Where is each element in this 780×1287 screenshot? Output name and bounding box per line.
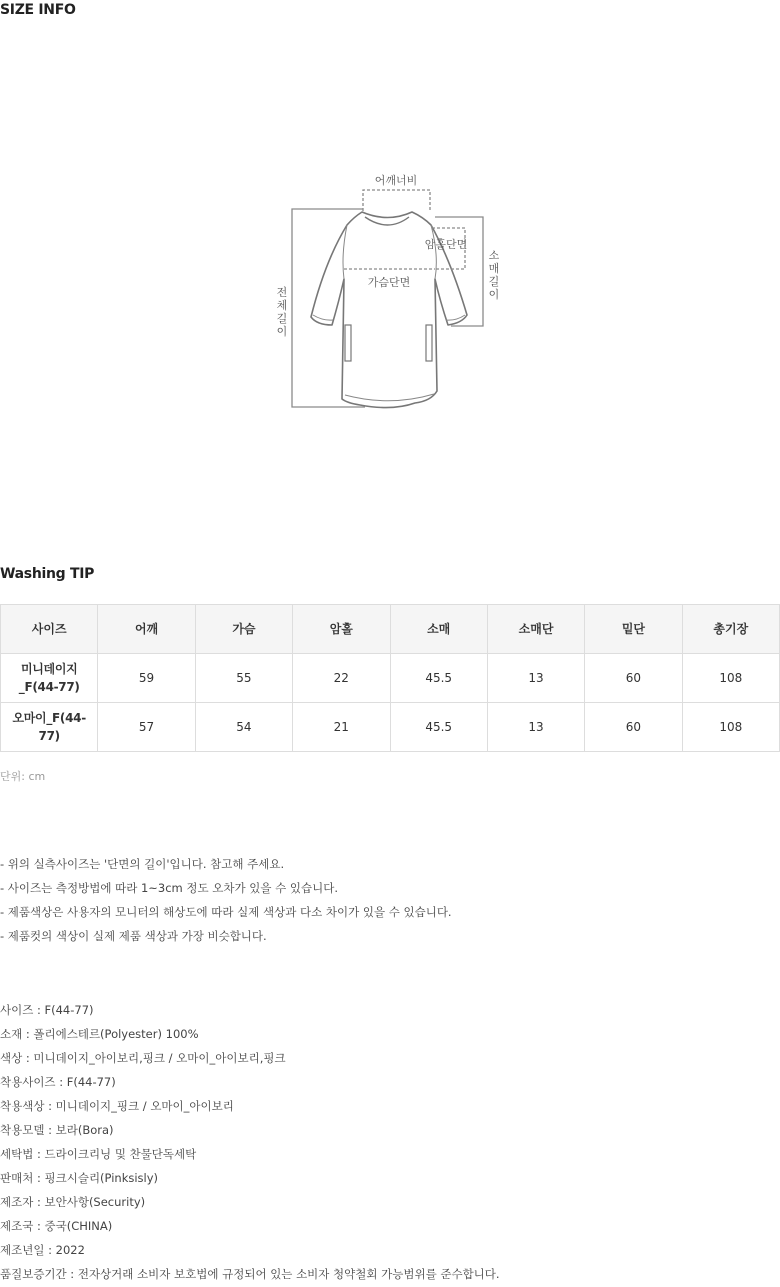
- total-length-label: [277, 285, 288, 338]
- cell-shoulder: 59: [98, 654, 195, 703]
- table-row: [1, 654, 780, 703]
- shoulder-label: 어깨너비: [374, 174, 418, 187]
- note-item: - 제품색상은 사용자의 모니터의 해상도에 따라 실제 색상과 다소 차이가 있을 수 있습니다.: [0, 905, 452, 919]
- cell-sleeve: 45.5: [390, 703, 487, 752]
- spec-item: 제조자 : 보안사항(Security): [0, 1195, 146, 1209]
- chest-label: 가슴단면: [367, 276, 411, 289]
- spec-item: 세탁법 : 드라이크리닝 및 찬물단독세탁: [0, 1147, 197, 1161]
- cell-total-length: 108: [682, 703, 779, 752]
- product-specs: [0, 998, 500, 1286]
- cell-total-length: 108: [682, 654, 779, 703]
- spec-item: 사이즈 : F(44-77): [0, 1003, 94, 1017]
- spec-item: 제조국 : 중국(CHINA): [0, 1219, 113, 1233]
- cell-shoulder: 57: [98, 703, 195, 752]
- header-shoulder: 어깨: [98, 605, 195, 654]
- header-size: 사이즈: [1, 605, 98, 654]
- cell-armhole: 21: [293, 703, 390, 752]
- shoulder-measure-line: [363, 190, 430, 211]
- table-row: [1, 703, 780, 752]
- cell-hem: 60: [585, 654, 682, 703]
- cell-chest: 54: [195, 703, 292, 752]
- garment-size-diagram: [255, 165, 525, 420]
- cell-sleeve: 45.5: [390, 654, 487, 703]
- header-armhole: 암홀: [293, 605, 390, 654]
- spec-item: 착용모델 : 보라(Bora): [0, 1123, 114, 1137]
- table-header-row: [1, 605, 780, 654]
- cell-armhole: 22: [293, 654, 390, 703]
- header-total-length: 총기장: [682, 605, 779, 654]
- header-hem: 밑단: [585, 605, 682, 654]
- sleeve-label: [489, 249, 500, 301]
- cell-sleeve-cuff: 13: [487, 703, 584, 752]
- total-length-label-char: 이: [276, 325, 288, 338]
- total-length-label-char: 전: [276, 286, 288, 299]
- sleeve-label-char: 매: [488, 262, 500, 275]
- header-chest: 가슴: [195, 605, 292, 654]
- size-notes: [0, 852, 452, 948]
- spec-item: 품질보증기간 : 전자상거래 소비자 보호법에 규정되어 있는 소비자 청약철회 가능범위를 준수합니다.: [0, 1267, 500, 1281]
- row-size-name: 미니데이지_F(44-77): [1, 654, 98, 703]
- cell-chest: 55: [195, 654, 292, 703]
- note-item: - 사이즈는 측정방법에 따라 1~3cm 정도 오차가 있을 수 있습니다.: [0, 881, 339, 895]
- note-item: - 위의 실측사이즈는 '단면의 길이'입니다. 참고해 주세요.: [0, 857, 285, 871]
- unit-note: 단위: cm: [0, 770, 46, 783]
- size-table: [0, 604, 780, 752]
- note-item: - 제품컷의 색상이 실제 제품 색상과 가장 비슷합니다.: [0, 929, 267, 943]
- washing-tip-title: Washing TIP: [0, 566, 95, 582]
- spec-item: 제조년일 : 2022: [0, 1243, 85, 1257]
- sleeve-label-char: 길: [488, 275, 500, 288]
- total-length-label-char: 체: [276, 299, 288, 312]
- spec-item: 소재 : 폴리에스테르(Polyester) 100%: [0, 1027, 199, 1041]
- spec-item: 판매처 : 핑크시슬리(Pinksisly): [0, 1171, 159, 1185]
- total-length-label-char: 길: [276, 312, 288, 325]
- spec-item: 착용색상 : 미니데이지_핑크 / 오마이_아이보리: [0, 1099, 234, 1113]
- header-sleeve-cuff: 소매단: [487, 605, 584, 654]
- size-info-title: SIZE INFO: [0, 2, 76, 18]
- spec-item: 착용사이즈 : F(44-77): [0, 1075, 116, 1089]
- cell-sleeve-cuff: 13: [487, 654, 584, 703]
- row-size-name: 오마이_F(44-77): [1, 703, 98, 752]
- armhole-label: 암홀단면: [424, 238, 468, 251]
- header-sleeve: 소매: [390, 605, 487, 654]
- spec-item: 색상 : 미니데이지_아이보리,핑크 / 오마이_아이보리,핑크: [0, 1051, 286, 1065]
- sleeve-label-char: 소: [488, 249, 500, 262]
- sleeve-label-char: 이: [488, 288, 500, 301]
- cell-hem: 60: [585, 703, 682, 752]
